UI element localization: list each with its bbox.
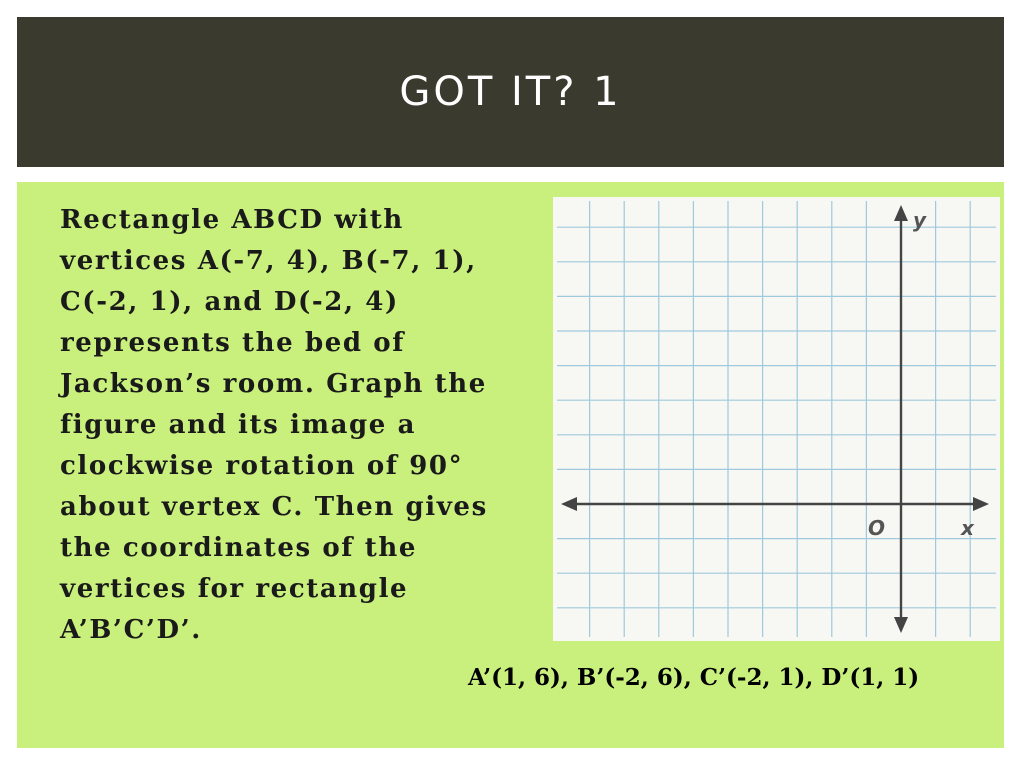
title-band xyxy=(17,17,1004,167)
answer-text: A’(1, 6), B’(-2, 6), C’(-2, 1), D’(1, 1) xyxy=(468,664,920,691)
problem-line: figure and its image a xyxy=(60,410,417,440)
x-axis-right-arrow xyxy=(973,497,989,511)
problem-line: vertices for rectangle xyxy=(60,574,409,604)
slide-title: GOT IT? 1 xyxy=(399,69,622,115)
y-axis-up-arrow xyxy=(894,205,908,221)
problem-line: represents the bed of xyxy=(60,328,406,358)
problem-line: Jackson’s room. Graph the xyxy=(60,369,487,399)
problem-line: about vertex C. Then gives xyxy=(60,492,488,522)
grid-lines xyxy=(557,201,996,637)
y-axis-down-arrow xyxy=(894,617,908,633)
origin-label: O xyxy=(868,516,886,540)
problem-line: C(-2, 1), and D(-2, 4) xyxy=(60,287,399,317)
y-axis-label: y xyxy=(913,208,927,232)
x-axis-left-arrow xyxy=(561,497,577,511)
problem-line: Rectangle ABCD with xyxy=(60,205,404,235)
problem-line: vertices A(-7, 4), B(-7, 1), xyxy=(60,246,477,276)
problem-statement xyxy=(60,200,550,651)
problem-line: clockwise rotation of 90° xyxy=(60,451,464,481)
coordinate-grid xyxy=(553,197,1000,641)
problem-line: A’B’C’D’. xyxy=(60,615,202,645)
problem-line: the coordinates of the xyxy=(60,533,418,563)
x-axis-label: x xyxy=(961,516,974,540)
grid-svg xyxy=(553,197,1000,641)
